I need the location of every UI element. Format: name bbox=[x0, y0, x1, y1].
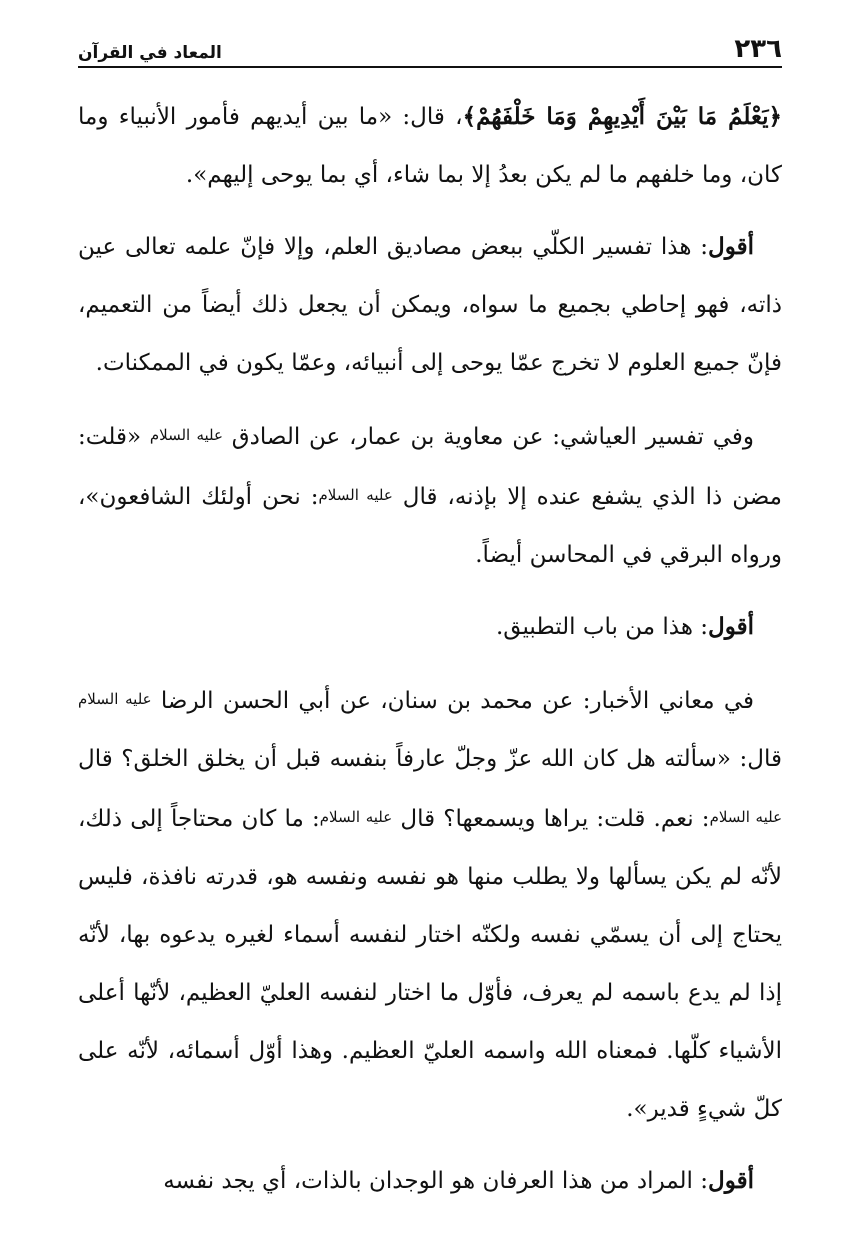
page-number: ٢٣٦ bbox=[734, 34, 782, 64]
honorific-glyph: عليه السلام bbox=[318, 486, 393, 504]
paragraph-author-comment bbox=[78, 1152, 782, 1210]
keyword-aqulu: أقول bbox=[708, 1167, 754, 1194]
paragraph-text: في معاني الأخبار: عن محمد بن سنان، عن أبي الحسن الرضا bbox=[160, 688, 754, 714]
paragraph-maani-narration bbox=[78, 670, 782, 1138]
paragraph-text: قال: «سألته هل كان الله عزّ وجلّ عارفاً بنفسه قبل أن يخلق الخلق؟ قال bbox=[78, 746, 782, 772]
paragraph-text: : نعم. قلت: يراها ويسمعها؟ قال bbox=[400, 806, 710, 832]
paragraph-text: : هذا من باب التطبيق. bbox=[495, 614, 709, 640]
paragraph-ayyashi-narration bbox=[78, 406, 782, 584]
quran-verse: ﴿يَعْلَمُ مَا بَيْنَ أَيْدِيهِمْ وَمَا خَلْفَهُمْ﴾ bbox=[462, 103, 782, 130]
paragraph-text: : المراد من هذا العرفان هو الوجدان بالذات، أي يجد نفسه bbox=[163, 1168, 709, 1194]
honorific-glyph: عليه السلام bbox=[319, 808, 393, 826]
paragraph-text: وفي تفسير العياشي: عن معاوية بن عمار، عن الصادق bbox=[231, 424, 755, 450]
body-text bbox=[78, 88, 782, 1224]
paragraph-text: : هذا تفسير الكلّي ببعض مصاديق العلم، وإلا فإنّ علمه تعالى عين ذاته، فهو إحاطي بجميع ما سواه، ويمكن أن يجعل ذلك أيضاً من التعميم، فإنّ جميع العلوم لا تخرج عمّا يوحى إلى أنبيائه، وعمّا يكون في الممكنات. bbox=[78, 234, 782, 376]
running-title: المعاد في القرآن bbox=[78, 43, 222, 63]
paragraph-text: ، قال: «ما بين أيديهم فأمور الأنبياء وما كان، وما خلفهم ما لم يكن بعدُ إلا بما شاء، أي بما يوحى إليهم». bbox=[78, 104, 782, 188]
paragraph-text: : نحن أولئك الشافعون»، ورواه البرقي في المحاسن أيضاً. bbox=[78, 484, 782, 568]
paragraph-author-comment bbox=[78, 598, 782, 656]
page-header bbox=[78, 28, 782, 68]
honorific-glyph: عليه السلام bbox=[149, 426, 223, 444]
keyword-aqulu: أقول bbox=[708, 613, 754, 640]
paragraph-text: «قلت: مضن ذا الذي يشفع عنده إلا بإذنه، قال bbox=[78, 424, 782, 510]
honorific-glyph: عليه السلام bbox=[78, 690, 152, 708]
paragraph-verse-commentary bbox=[78, 88, 782, 204]
paragraph-text: : ما كان محتاجاً إلى ذلك، لأنّه لم يكن يسألها ولا يطلب منها هو نفسه ونفسه هو، قدرته نافذة، فليس يحتاج إلى أن يسمّي نفسه ولكنّه اختار لنفسه أسماء لغيره يدعوه بها، لأنّه إذا لم يدع باسمه لم يعرف، فأوّل ما اختار لنفسه العليّ العظيم، لأنّها أعلى الأشياء كلّها. فمعناه الله واسمه العليّ العظيم. وهذا أوّل أسمائه، لأنّه على كلّ شيءٍ قدير». bbox=[78, 806, 782, 1122]
keyword-aqulu: أقول bbox=[708, 233, 754, 260]
paragraph-author-comment bbox=[78, 218, 782, 392]
honorific-glyph: عليه السلام bbox=[709, 808, 783, 826]
